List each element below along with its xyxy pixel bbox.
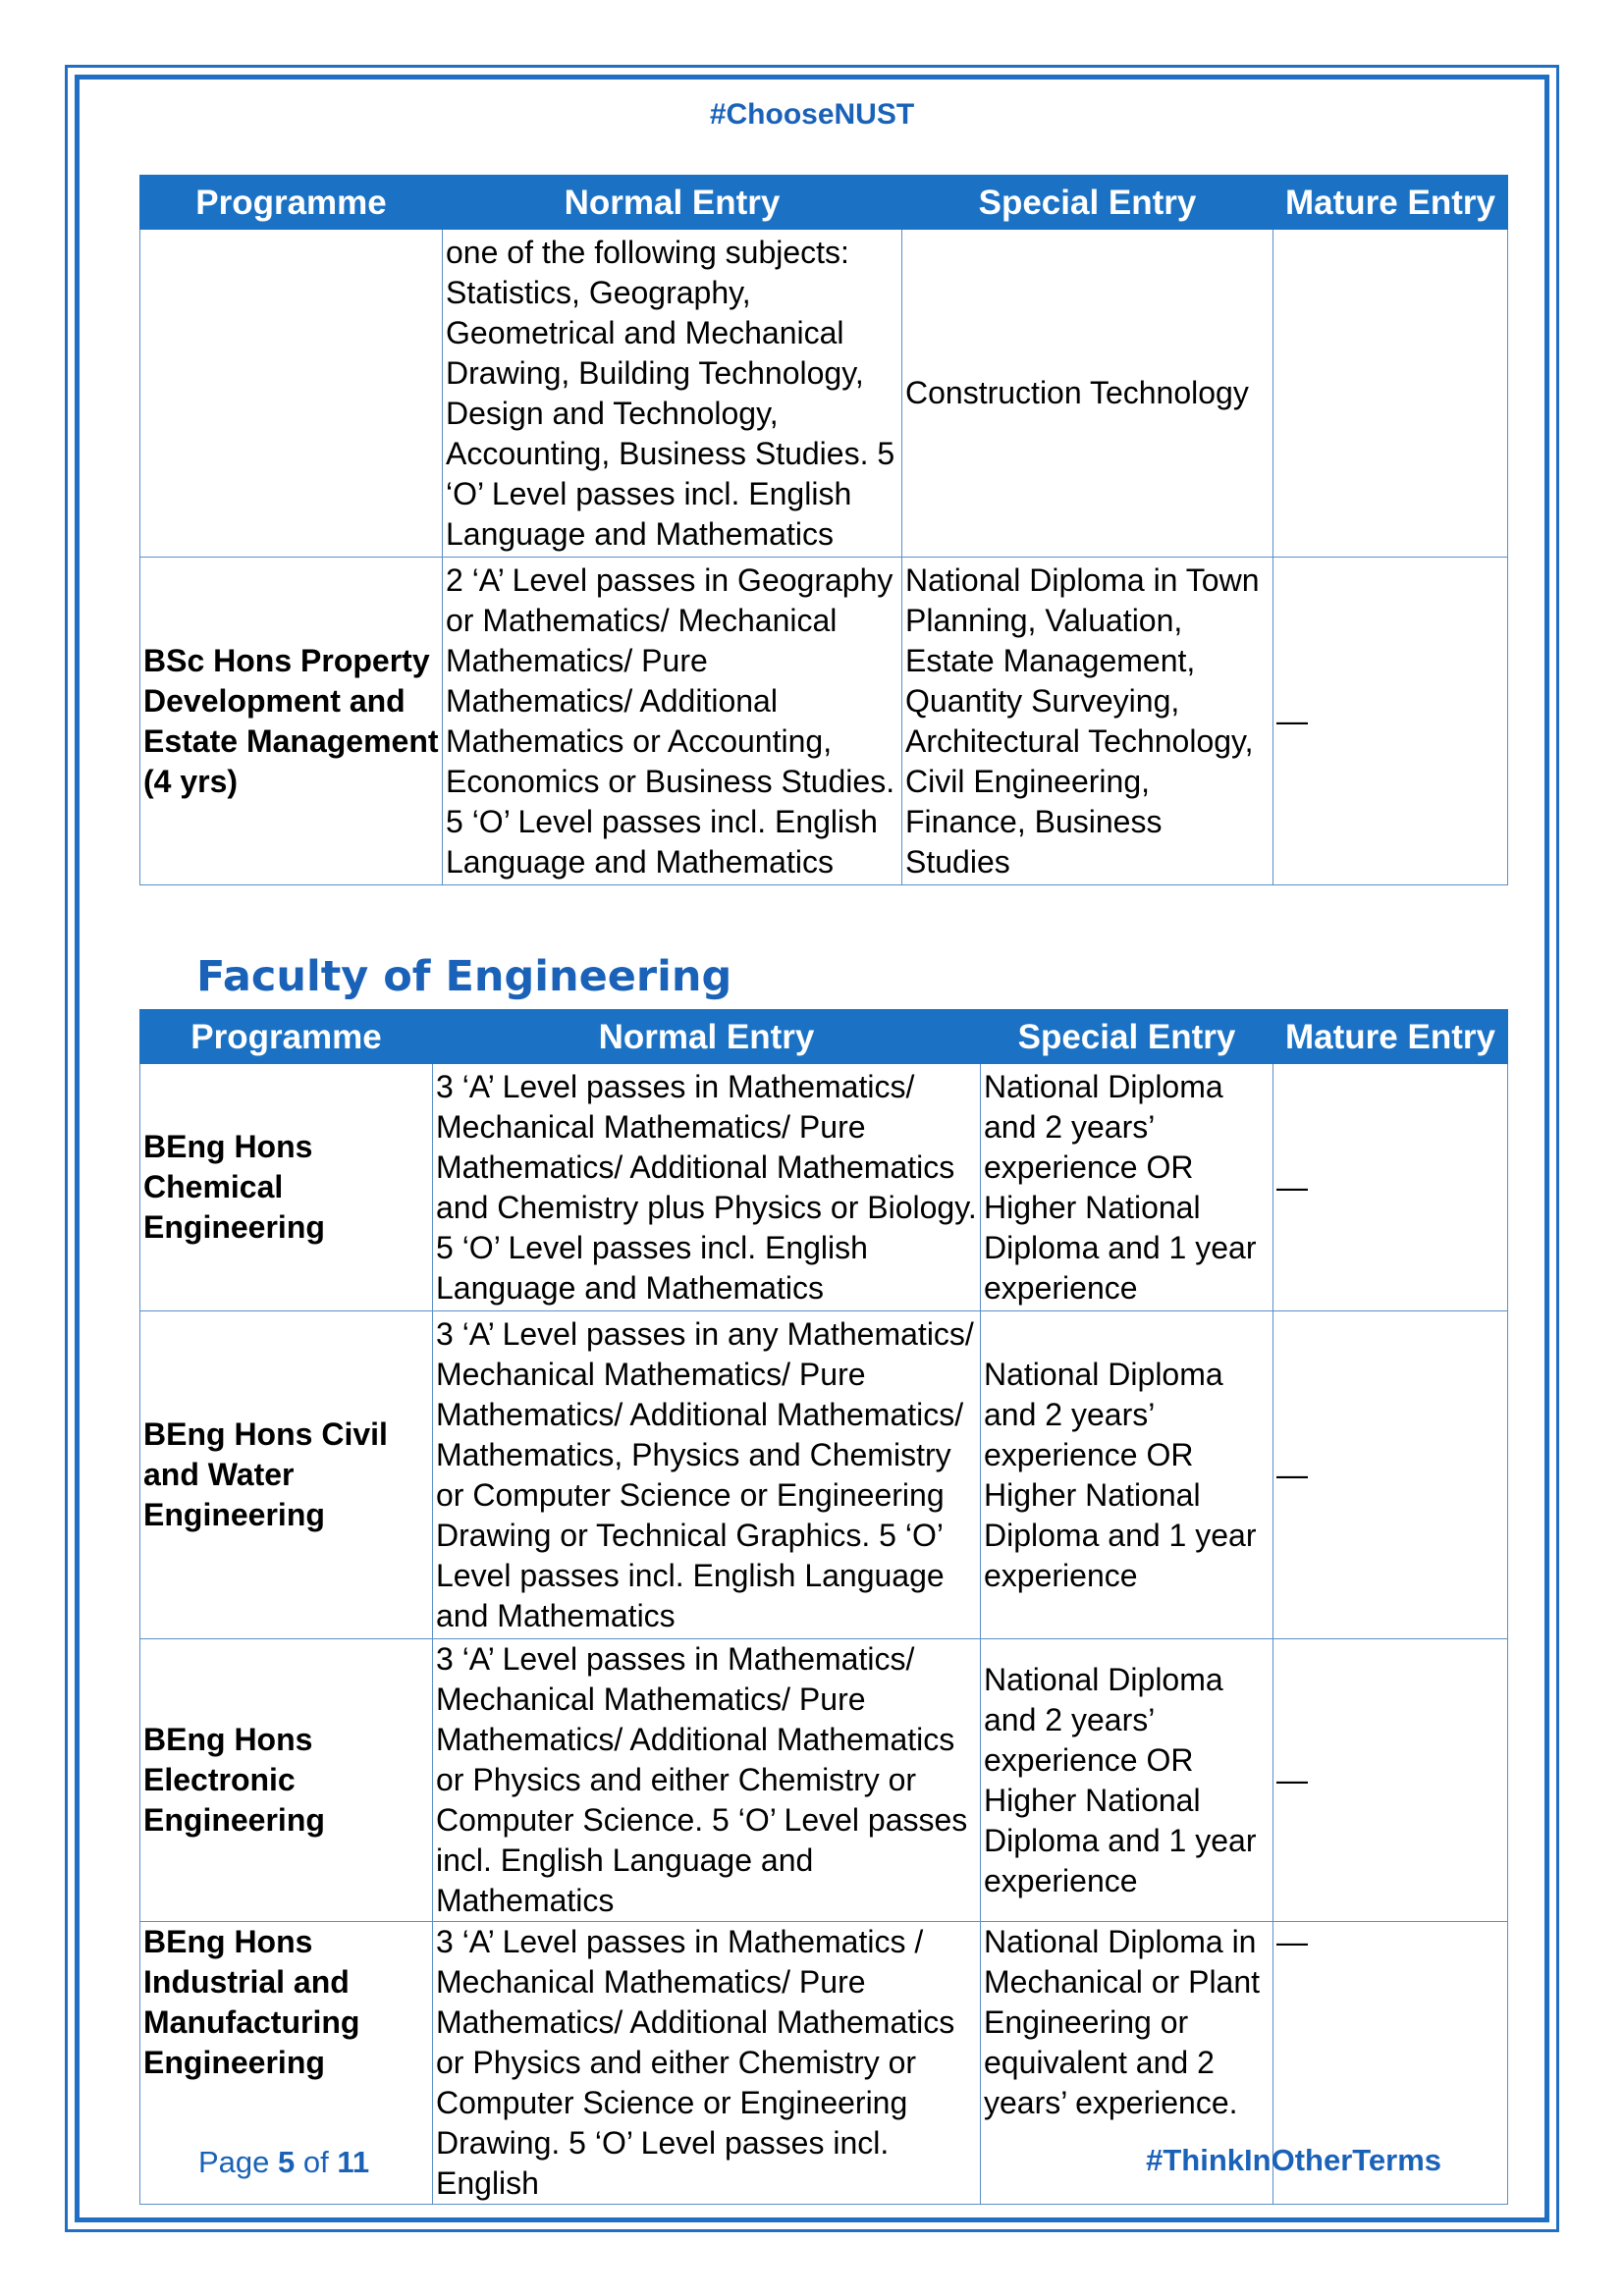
table-row	[140, 1064, 1508, 1311]
page-total: 11	[337, 2145, 370, 2179]
col-header-programme: Programme	[140, 176, 443, 230]
normal-entry-cell: 3 ‘A’ Level passes in Mathematics/ Mechanical Mathematics/ Pure Mathematics/ Additional Mathematics and Chemistry plus Physics or Biology. 5 ‘O’ Level passes incl. English Language and Mathematics	[433, 1064, 981, 1311]
programme-cell: BEng Hons Chemical Engineering	[140, 1064, 433, 1311]
special-entry-cell: Construction Technology	[902, 230, 1273, 558]
normal-entry-cell: 3 ‘A’ Level passes in any Mathematics/ Mechanical Mathematics/ Pure Mathematics/ Additional Mathematics/ Mathematics, Physics and Chemistry or Computer Science or Engineering Drawing or Technical Graphics. 5 ‘O’ Level passes incl. English Language and Mathematics	[433, 1311, 981, 1639]
table-row	[140, 230, 1508, 558]
page-of-label: of	[302, 2145, 329, 2179]
special-entry-cell: National Diploma in Town Planning, Valuation, Estate Management, Quantity Surveying, Architectural Technology, Civil Engineering, Finance, Business Studies	[902, 558, 1273, 885]
mature-entry-cell: —	[1273, 1064, 1508, 1311]
mature-entry-cell: —	[1273, 1922, 1508, 2205]
special-entry-cell: National Diploma and 2 years’ experience OR Higher National Diploma and 1 year experience	[981, 1311, 1273, 1639]
special-entry-cell: National Diploma and 2 years’ experience OR Higher National Diploma and 1 year experience	[981, 1639, 1273, 1922]
table-row	[140, 1639, 1508, 1922]
programme-cell: BEng Hons Industrial and Manufacturing Engineering	[140, 1922, 433, 2205]
page-label: Page	[198, 2145, 270, 2179]
faculty-heading: Faculty of Engineering	[196, 952, 732, 1001]
normal-entry-cell: 2 ‘A’ Level passes in Geography or Mathematics/ Mechanical Mathematics/ Pure Mathematics/ Additional Mathematics or Accounting, Economics or Business Studies. 5 ‘O’ Level passes incl. English Language and Mathematics	[443, 558, 902, 885]
col-header-special-entry: Special Entry	[981, 1010, 1273, 1064]
col-header-normal-entry: Normal Entry	[443, 176, 902, 230]
engineering-entry-requirements-table	[139, 1009, 1508, 2205]
mature-entry-cell: —	[1273, 1311, 1508, 1639]
table-row	[140, 558, 1508, 885]
mature-entry-cell	[1273, 230, 1508, 558]
programme-cell	[140, 230, 443, 558]
mature-entry-cell: —	[1273, 558, 1508, 885]
header-hashtag: #ChooseNUST	[709, 98, 915, 131]
programme-cell: BEng Hons Electronic Engineering	[140, 1639, 433, 1922]
page-current: 5	[278, 2145, 296, 2179]
col-header-mature-entry: Mature Entry	[1273, 176, 1508, 230]
normal-entry-cell: one of the following subjects: Statistics, Geography, Geometrical and Mechanical Drawing, Building Technology, Design and Technology, Accounting, Business Studies. 5 ‘O’ Level passes incl. English Language and Mathematics	[443, 230, 902, 558]
normal-entry-cell: 3 ‘A’ Level passes in Mathematics/ Mechanical Mathematics/ Pure Mathematics/ Additional Mathematics or Physics and either Chemistry or Computer Science. 5 ‘O’ Level passes incl. English Language and Mathematics	[433, 1639, 981, 1922]
footer-hashtag: #ThinkInOtherTerms	[1146, 2143, 1441, 2177]
special-entry-cell: National Diploma and 2 years’ experience OR Higher National Diploma and 1 year experience	[981, 1064, 1273, 1311]
col-header-special-entry: Special Entry	[902, 176, 1273, 230]
mature-entry-cell: —	[1273, 1639, 1508, 1922]
col-header-programme: Programme	[140, 1010, 433, 1064]
special-entry-cell: National Diploma in Mechanical or Plant Engineering or equivalent and 2 years’ experience.	[981, 1922, 1273, 2205]
col-header-mature-entry: Mature Entry	[1273, 1010, 1508, 1064]
normal-entry-cell: 3 ‘A’ Level passes in Mathematics / Mechanical Mathematics/ Pure Mathematics/ Additional Mathematics or Physics and either Chemistry or Computer Science or Engineering Drawing. 5 ‘O’ Level passes incl. English	[433, 1922, 981, 2205]
table-row	[140, 1311, 1508, 1639]
table-header-row	[140, 1010, 1508, 1064]
programme-cell: BSc Hons Property Development and Estate Management (4 yrs)	[140, 558, 443, 885]
col-header-normal-entry: Normal Entry	[433, 1010, 981, 1064]
entry-requirements-table-continued	[139, 175, 1508, 885]
programme-cell: BEng Hons Civil and Water Engineering	[140, 1311, 433, 1639]
table-header-row	[140, 176, 1508, 230]
page-number	[198, 2145, 369, 2180]
